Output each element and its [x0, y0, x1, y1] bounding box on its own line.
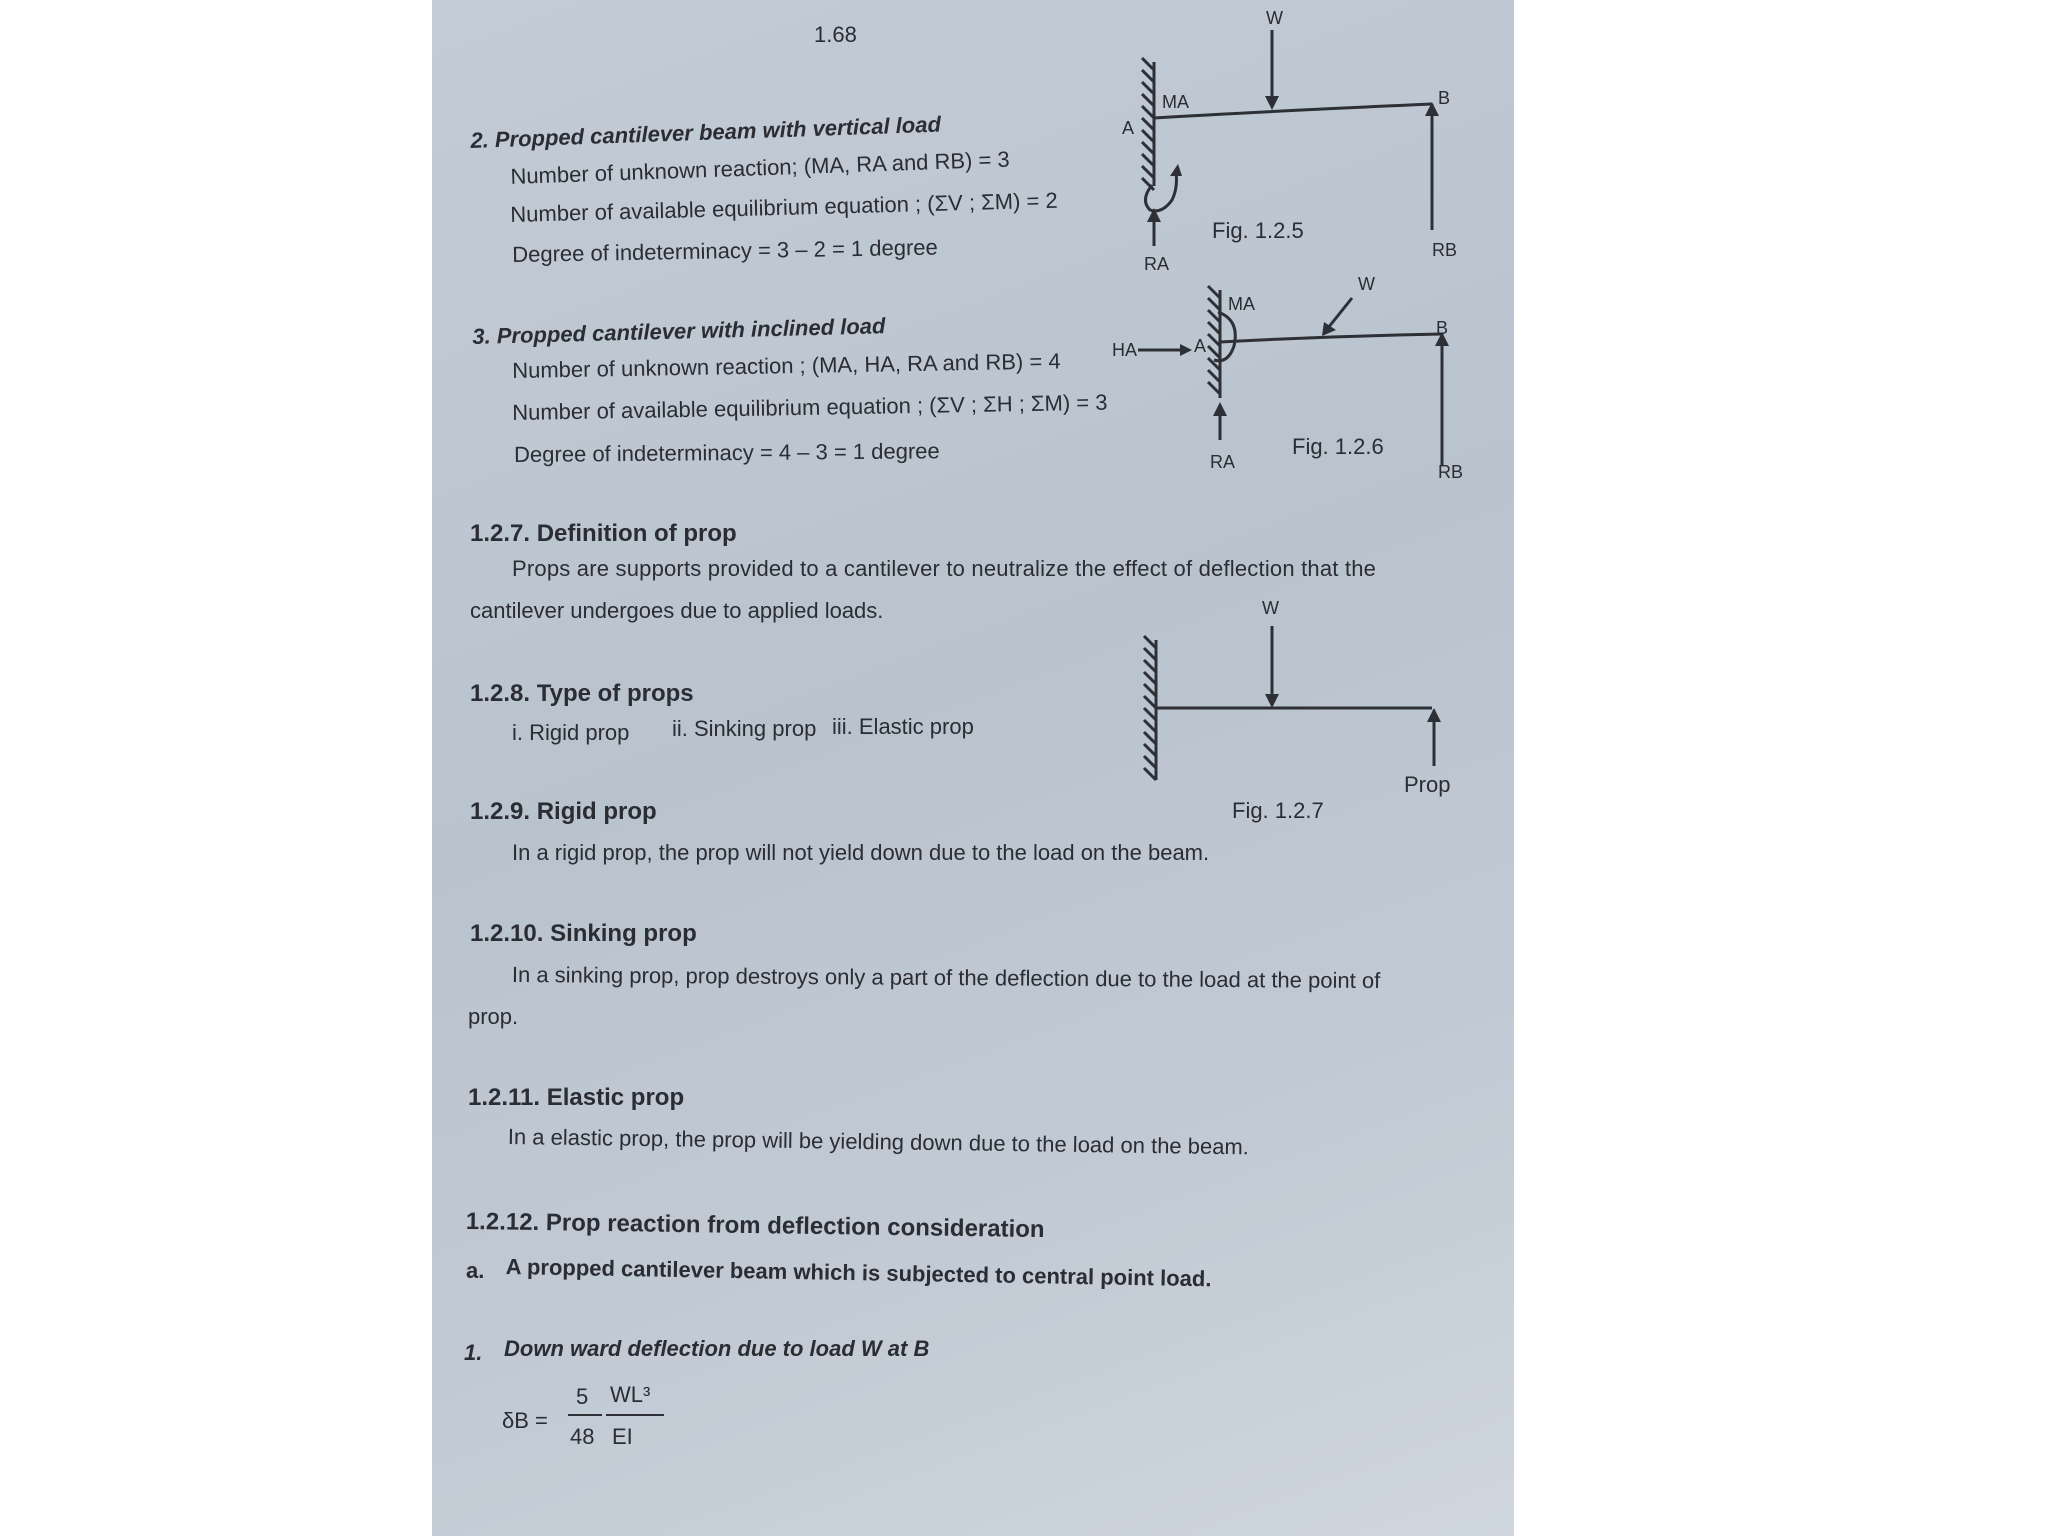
- section2-line2: Number of available equilibrium equation ; (ΣV ; ΣM) = 2: [510, 187, 1058, 227]
- s1212-item-a: A propped cantilever beam which is subjected to central point load.: [505, 1254, 1212, 1292]
- page-number: 1.68: [814, 22, 857, 47]
- s1211-heading: 1.2.11. Elastic prop: [468, 1084, 685, 1111]
- formula-num-wl3: WL³: [610, 1382, 651, 1407]
- fig125-label-b: B: [1438, 88, 1451, 108]
- section3-heading: 3. Propped cantilever with inclined load: [472, 313, 886, 349]
- fig126-label-rb: RB: [1438, 462, 1464, 482]
- fig125-label-w: W: [1266, 8, 1283, 28]
- fig125-label-ra: RA: [1144, 254, 1170, 274]
- fig126-label-w: W: [1358, 274, 1375, 294]
- s1210-para-line2: prop.: [468, 1004, 519, 1029]
- fig126-label-ha: HA: [1112, 340, 1138, 360]
- s127-heading: 1.2.7. Definition of prop: [470, 520, 737, 547]
- section2-heading: 2. Propped cantilever beam with vertical load: [470, 111, 942, 153]
- fig127-caption: Fig. 1.2.7: [1232, 798, 1324, 823]
- formula-lhs: δB =: [502, 1408, 548, 1433]
- fig125-label-rb: RB: [1432, 240, 1458, 260]
- s1210-heading: 1.2.10. Sinking prop: [470, 920, 697, 947]
- s128-heading: 1.2.8. Type of props: [470, 680, 694, 707]
- prop-type-rigid: i. Rigid prop: [512, 720, 630, 745]
- fig127-label-prop: Prop: [1404, 772, 1451, 797]
- s1212-heading: 1.2.12. Prop reaction from deflection consideration: [465, 1208, 1045, 1244]
- fig127-label-w: W: [1262, 598, 1279, 618]
- fig-1-2-7-drawing: [432, 0, 1514, 900]
- fig126-caption: Fig. 1.2.6: [1292, 434, 1384, 459]
- fig125-label-a: A: [1122, 118, 1135, 138]
- s127-para-line2: cantilever undergoes due to applied loads.: [470, 598, 884, 623]
- s129-para: In a rigid prop, the prop will not yield down due to the load on the beam.: [512, 840, 1210, 865]
- formula-den-48: 48: [570, 1424, 595, 1449]
- section3-line2: Number of available equilibrium equation ; (ΣV ; ΣH ; ΣM) = 3: [512, 389, 1108, 425]
- formula-fraction-bar-1: [568, 1414, 602, 1416]
- s1212-item-a-marker: a.: [466, 1258, 485, 1283]
- s1210-para-line1: In a sinking prop, prop destroys only a part of the deflection due to the load at the point of: [511, 962, 1381, 994]
- formula-num-5: 5: [576, 1384, 589, 1409]
- s127-para-line1: Props are supports provided to a cantilever to neutralize the effect of deflection that the: [512, 556, 1377, 581]
- section3-line3: Degree of indeterminacy = 4 – 3 = 1 degree: [514, 438, 940, 467]
- formula-fraction-bar-2: [606, 1414, 664, 1416]
- fig125-caption: Fig. 1.2.5: [1212, 218, 1304, 243]
- fig125-label-ma: MA: [1162, 92, 1189, 112]
- fig126-label-b: B: [1436, 318, 1449, 338]
- scanned-page: [432, 0, 1514, 1536]
- fig126-label-ma: MA: [1228, 294, 1255, 314]
- s1212-item-1-marker: 1.: [464, 1340, 483, 1365]
- s1212-item-1: Down ward deflection due to load W at B: [504, 1336, 930, 1361]
- section2-line3: Degree of indeterminacy = 3 – 2 = 1 degree: [512, 234, 938, 267]
- formula-den-ei: EI: [612, 1424, 633, 1449]
- fig126-label-a: A: [1194, 336, 1207, 356]
- prop-type-elastic: iii. Elastic prop: [832, 714, 974, 739]
- prop-type-sinking: ii. Sinking prop: [672, 716, 817, 741]
- section3-line1: Number of unknown reaction ; (MA, HA, RA and RB) = 4: [512, 348, 1061, 383]
- section2-line1: Number of unknown reaction; (MA, RA and RB) = 3: [510, 146, 1011, 189]
- fig126-label-ra: RA: [1210, 452, 1236, 472]
- s129-heading: 1.2.9. Rigid prop: [470, 798, 657, 825]
- s1211-para: In a elastic prop, the prop will be yielding down due to the load on the beam.: [507, 1124, 1250, 1160]
